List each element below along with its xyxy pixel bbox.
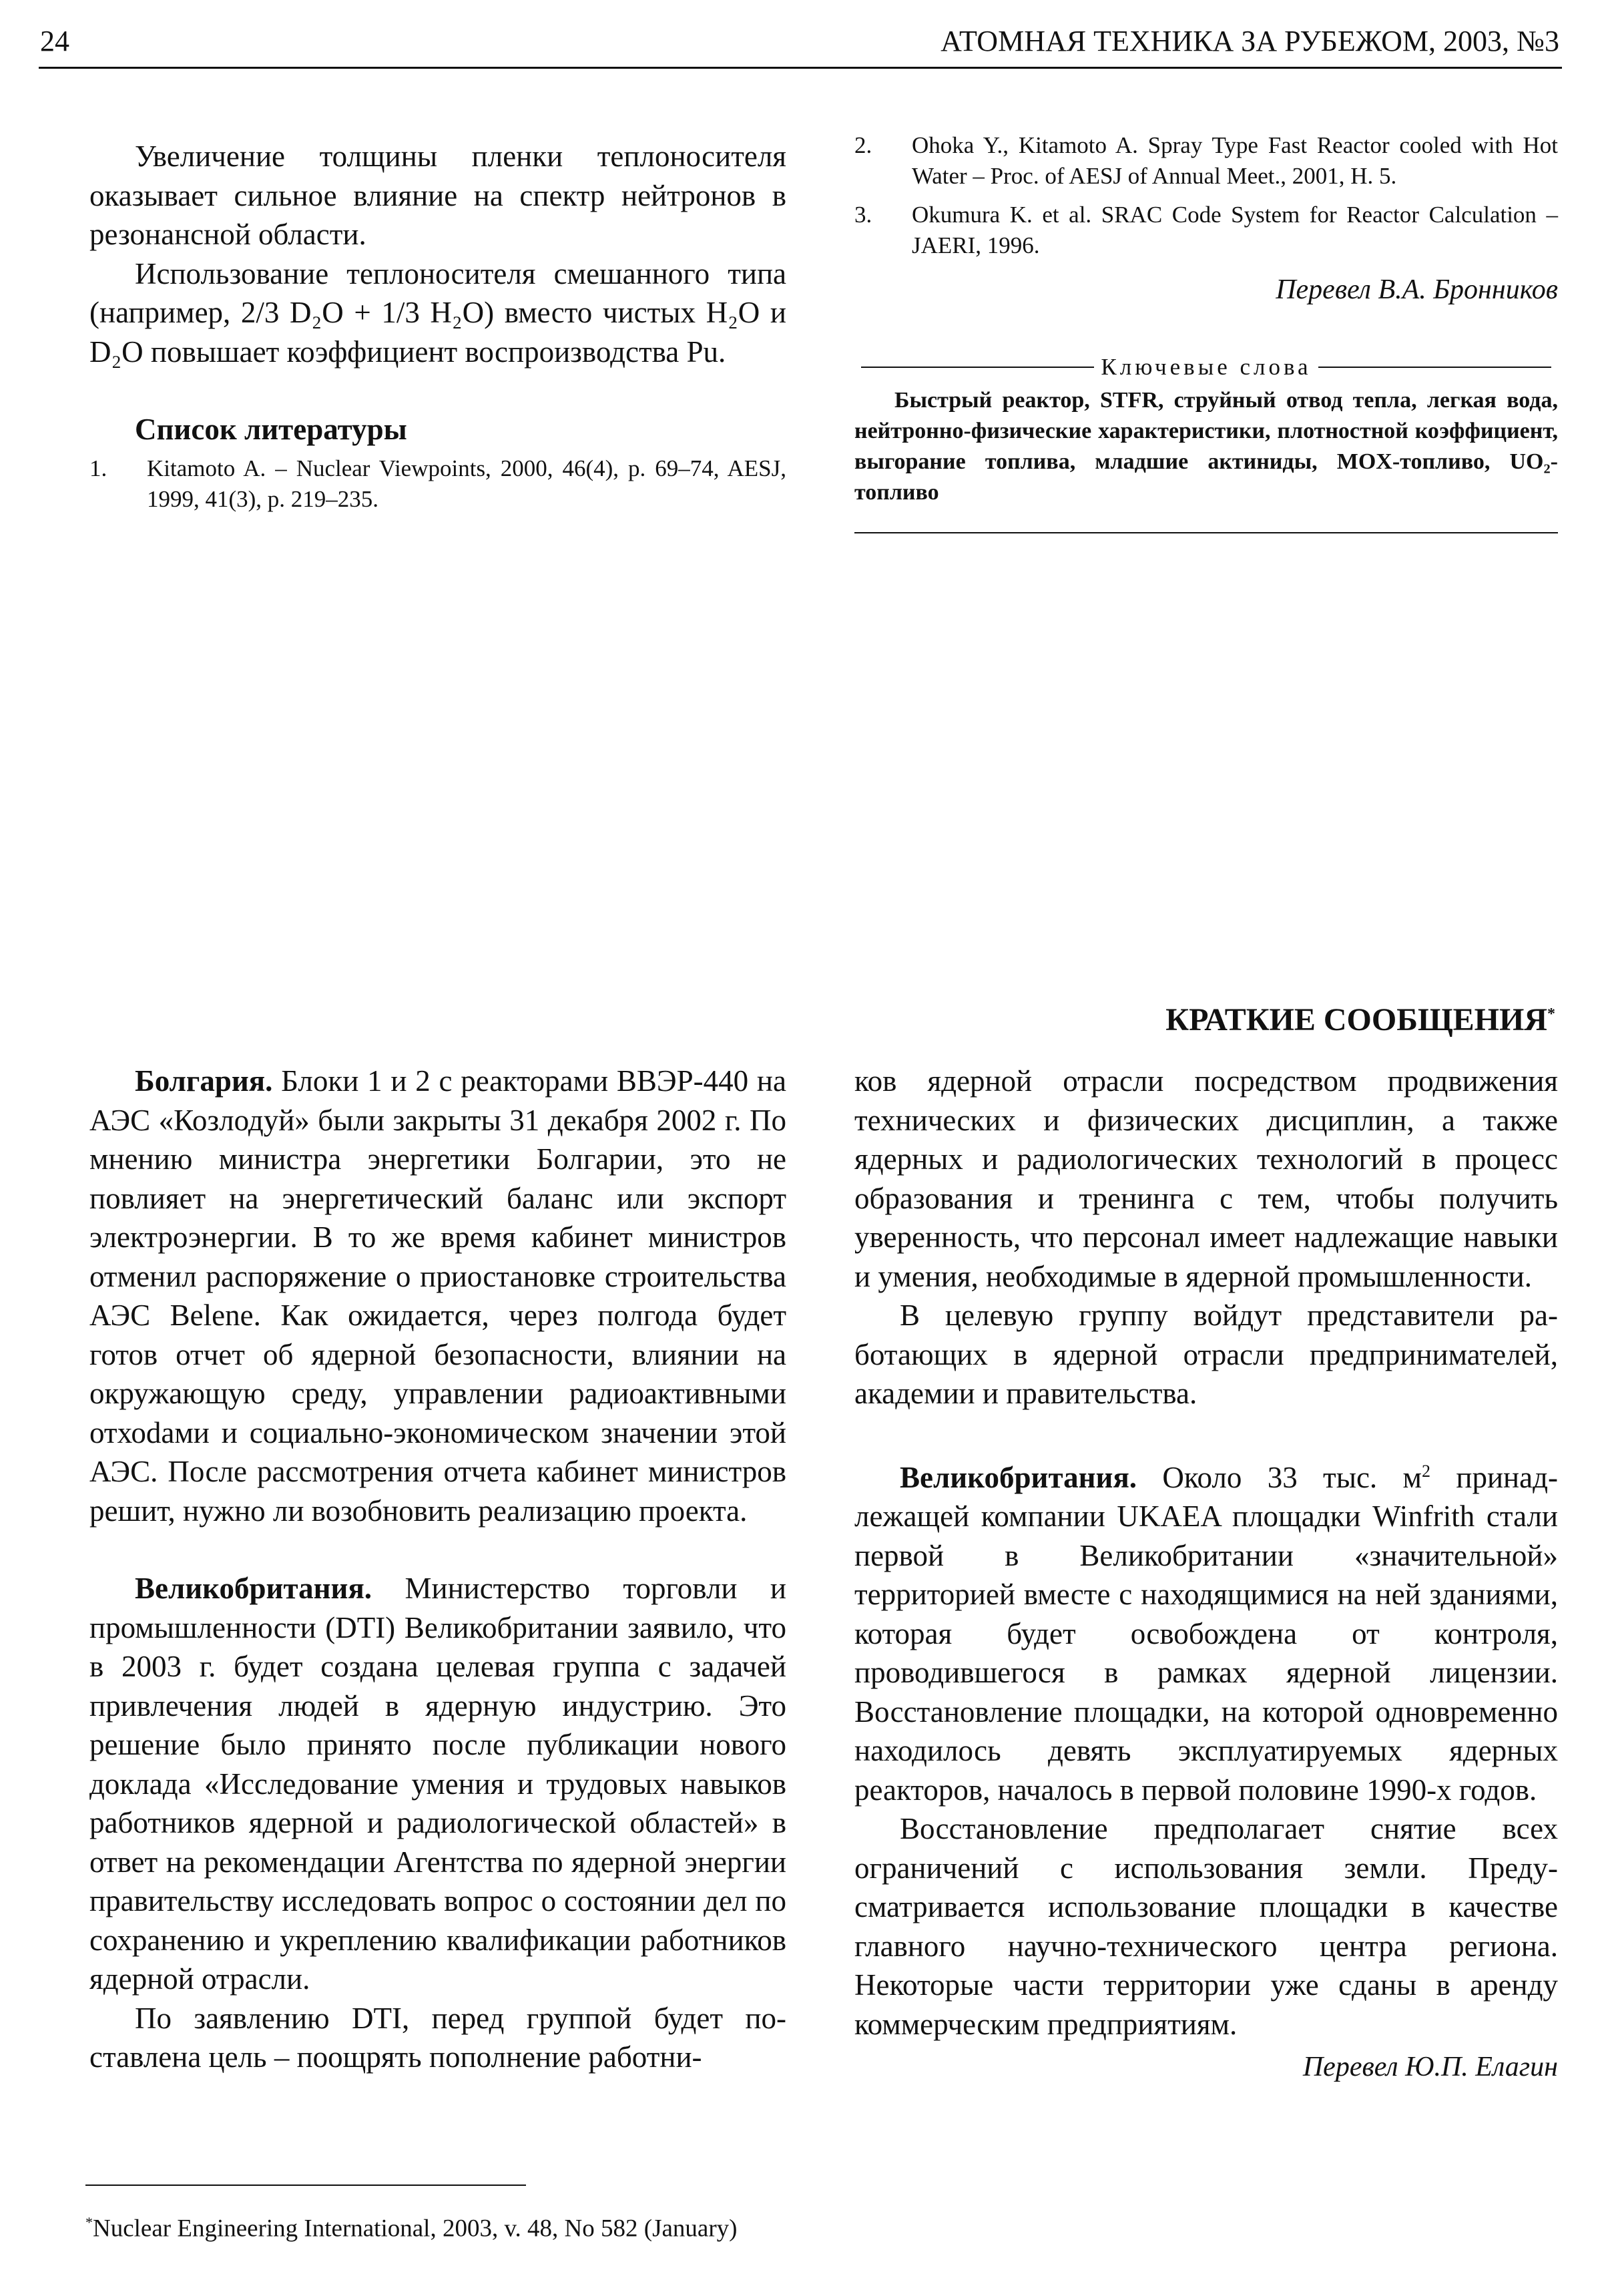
top-left-column <box>89 137 786 523</box>
header-rule <box>39 67 1562 69</box>
ref-text: Kitamoto A. – Nuclear Viewpoints, 2000, 46(4), p. 69–74, AESJ, 1999, 41(3), p. 219–235. <box>147 455 786 512</box>
footnote-mark: * <box>1547 1005 1555 1023</box>
page-number: 24 <box>40 25 69 57</box>
journal-title: АТОМНАЯ ТЕХНИКА ЗА РУБЕЖОМ, 2003, №3 <box>941 25 1559 57</box>
reference-item <box>854 130 1558 192</box>
superscript: 2 <box>1422 1461 1431 1481</box>
paragraph: Использование теплоносителя смешанного типа (например, 2/3 D₂O + 1/3 H₂O) вместо чистых H₂O и D₂O повышает коэффициент воспроизводства Pu. <box>89 256 786 369</box>
ref-text: Ohoka Y., Kitamoto A. Spray Type Fast Reactor cooled with Hot Water – Proc. of AESJ of Annual Meet., 2001, H. 5. <box>912 132 1558 189</box>
keywords-text: Быстрый реактор, STFR, струйный отвод тепла, легкая вода, нейтронно-физические характеристики, плотностной коэффициент, выгорание топлива, младшие актиниды, MOX-топливо, UO₂-топливо <box>854 388 1558 505</box>
translator-credit: Перевел В.А. Бронников <box>1276 274 1558 305</box>
news-uk-dti <box>89 1569 786 1999</box>
country-lead: Великобритания. <box>900 1460 1137 1494</box>
translator-credit: Перевел Ю.П. Елагин <box>1302 2052 1558 2082</box>
paragraph-text: Блоки 1 и 2 с реакторами ВВЭР-440 на АЭС «Козлодуй» были закрыты 31 декабря 2002 г. По мнению министра энергетики Болгарии, это не повлияет на энергетический баланс или экспорт электроэнергии. В то же время кабинет министров отменил распоряжение о приостановке строительства АЭС Belene. Как ожидается, через полгода будет готов отчет об ядерной безопасности, влиянии на окружающую среду, управлении радиоактивными отхоdами и социально-экономическом значении этой АЭС. После рассмотрения отчета кабинет министров решит, нужно ли возобновить реализацию проекта. <box>89 1064 786 1528</box>
news-bulgaria <box>89 1062 786 1530</box>
ref-number: 2. <box>854 132 872 158</box>
keywords-rule <box>854 532 1558 533</box>
bottom-left-column <box>89 1062 786 2077</box>
keywords-title: Ключевые слова <box>1101 354 1312 380</box>
references-title: Список литературы <box>135 413 407 446</box>
paragraph-text: Министерство торговли и промышленности (DTI) Великобритании заявило, что в 2003 г. будет создана целевая группа с задачей привлечения людей в ядерную индустрию. Это решение было принято после публикации нового доклада «Исследование умения и трудовых навыков работников ядерной и радиологической областей» в ответ на рекомендации Агентства по ядерной энергии правительству исследовать вопрос о состоянии дел по сохранению и укреплению квалификации работников ядерной отрасли. <box>89 1572 786 1996</box>
keywords-heading <box>854 352 1558 383</box>
paragraph-text: принадлежащей компании UKAEA площадки Winfrith стали первой в Великобритании «значительной» территорией вместе с находящимися на ней зданиями, которая будет освобождена от контроля, проводившегося в рамках ядерной лицензии. Восстановление площадки, на которой одновременно находилось девять эксплуатируемых ядерных реакторов, началось в первой половине 1990-х годов. <box>854 1460 1558 1807</box>
paragraph: ков ядерной отрасли посредством продвижения технических и физических дисциплин, а также ядерных и радиологических технологий в процесс образования и тренинга с тем, чтобы получить уверенность, что персонал имеет надлежащие навыки и умения, необходимые в ядерной промышленности. <box>854 1064 1558 1293</box>
country-lead: Великобритания. <box>135 1572 372 1605</box>
paragraph-text: Около 33 тыс. м <box>1137 1460 1422 1494</box>
paragraph: Увеличение толщины пленки теплоносителя оказывает сильное влияние на спектр нейтронов в резонансной области. <box>89 140 786 251</box>
paragraph: По заявлению DTI, перед группой будет поставлена цель – поощрять пополнение работни- <box>89 2001 786 2074</box>
paragraph: В целевую группу войдут представители работающих в ядерной отрасли предпринимателей, академии и правительства. <box>854 1299 1558 1410</box>
top-right-column <box>854 130 1558 533</box>
footnote-rule <box>85 2185 526 2186</box>
bottom-right-column <box>854 1062 1558 2087</box>
footnote-mark: * <box>85 2214 93 2231</box>
reference-item <box>89 453 786 515</box>
footnote <box>85 2214 737 2243</box>
ref-text: Okumura K. et al. SRAC Code System for Reactor Calculation – JAERI, 1996. <box>912 202 1558 258</box>
section-title <box>1165 1001 1555 1038</box>
footnote-text: Nuclear Engineering International, 2003, v. 48, No 582 (January) <box>93 2215 738 2243</box>
section-title-text: КРАТКИЕ СООБЩЕНИЯ <box>1165 1002 1547 1038</box>
reference-item <box>854 200 1558 261</box>
news-uk-winfrith <box>854 1452 1558 1810</box>
paragraph: Восстановление предполагает снятие всех ограничений с использования земли. Предусматривается использование площадки в качестве главного научно-технического центра региона. Некоторые части территории уже сданы в аренду коммерческим предприятиям. <box>854 1812 1558 2041</box>
ref-number: 3. <box>854 202 872 228</box>
country-lead: Болгария. <box>135 1064 273 1098</box>
ref-number: 1. <box>89 455 107 481</box>
